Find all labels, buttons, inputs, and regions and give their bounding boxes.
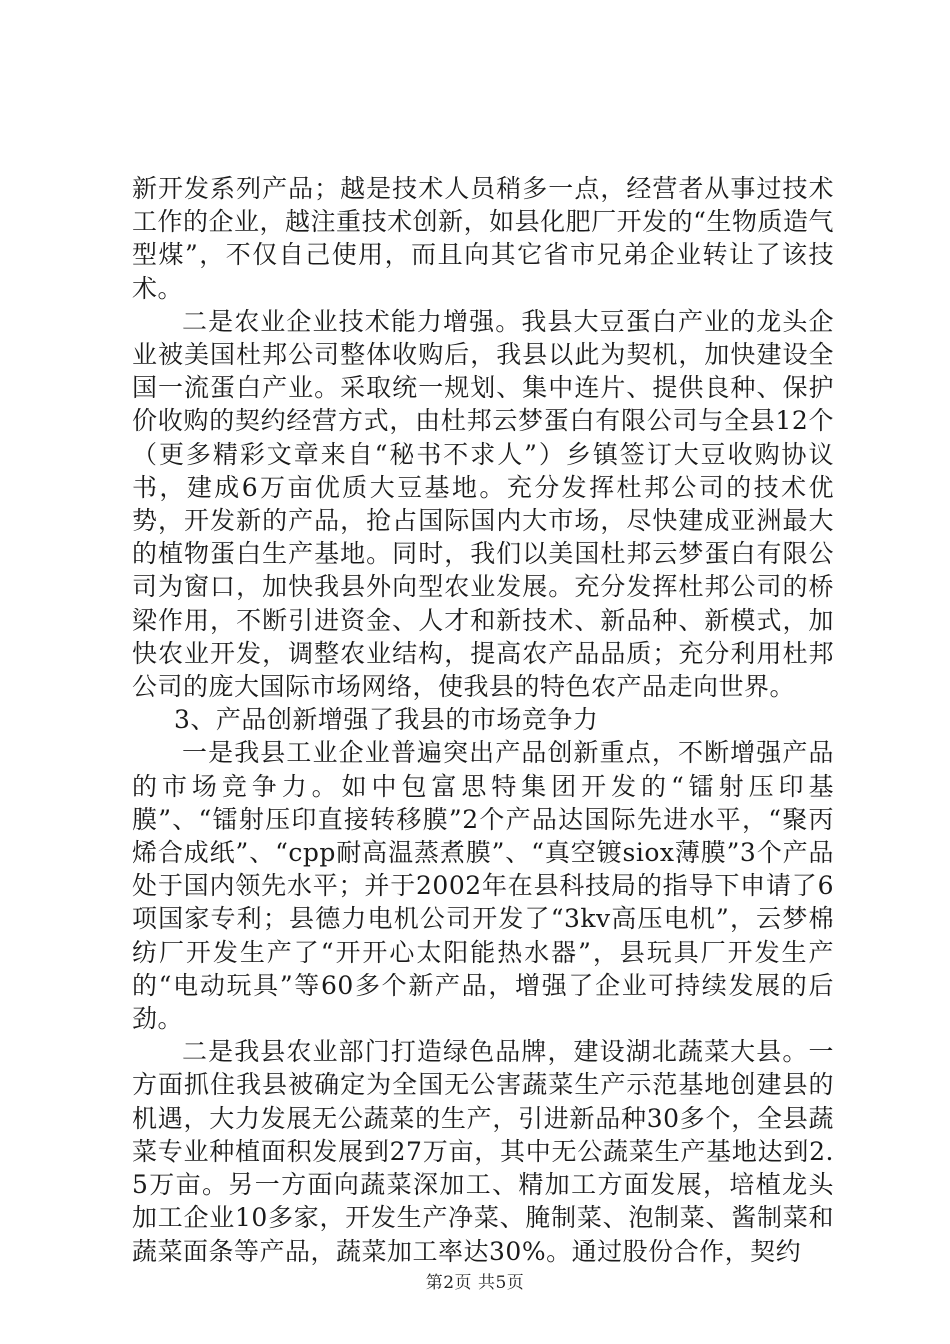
page-footer: 第2页 共5页 <box>425 1273 525 1293</box>
paragraph-3: 一是我县工业企业普遍突出产品创新重点，不断增强产品的市场竞争力。如中包富思特集团开发的“镭射压印基膜”、“镭射压印直接转移膜”2个产品达国际先进水平，“聚丙烯合成纸”、“cpp耐高温蒸煮膜”、“真空镀siox薄膜”3个产品处于国内领先水平；并于2002年在县科技局的指导下申请了6项国家专利；县德力电机公司开发了“3kv高压电机”，云梦棉纺厂开发生产了“开开心太阳能热水器”，县玩具厂开发生产的“电动玩具”等60多个新产品，增强了企业可持续发展的后劲。 <box>132 738 834 1034</box>
document-body <box>132 172 834 1268</box>
section-heading-3: 3、产品创新增强了我县的市场竞争力 <box>174 705 599 735</box>
paragraph-4: 二是我县农业部门打造绿色品牌，建设湖北蔬菜大县。一方面抓住我县被确定为全国无公害蔬菜生产示范基地创建县的机遇，大力发展无公蔬菜的生产，引进新品种30多个，全县蔬菜专业种植面积发展到27万亩，其中无公蔬菜生产基地达到2.5万亩。另一方面向蔬菜深加工、精加工方面发展，培植龙头加工企业10多家，开发生产净菜、腌制菜、泡制菜、酱制菜和蔬菜面条等产品，蔬菜加工率达30%。通过股份合作，契约 <box>132 1037 834 1266</box>
paragraph-2: 二是农业企业技术能力增强。我县大豆蛋白产业的龙头企业被美国杜邦公司整体收购后，我县以此为契机，加快建设全国一流蛋白产业。采取统一规划、集中连片、提供良种、保护价收购的契约经营方式，由杜邦云梦蛋白有限公司与全县12个（更多精彩文章来自“秘书不求人”）乡镇签订大豆收购协议书，建成6万亩优质大豆基地。充分发挥杜邦公司的技术优势，开发新的产品，抢占国际国内大市场，尽快建成亚洲最大的植物蛋白生产基地。同时，我们以美国杜邦云梦蛋白有限公司为窗口，加快我县外向型农业发展。充分发挥杜邦公司的桥梁作用，不断引进资金、人才和新技术、新品种、新模式，加快农业开发，调整农业结构，提高农产品品质；充分利用杜邦公司的庞大国际市场网络，使我县的特色农产品走向世界。 <box>132 306 834 702</box>
paragraph-1: 新开发系列产品；越是技术人员稍多一点，经营者从事过技术工作的企业，越注重技术创新，如县化肥厂开发的“生物质造气型煤”，不仅自己使用，而且向其它省市兄弟企业转让了该技术。 <box>132 174 834 303</box>
